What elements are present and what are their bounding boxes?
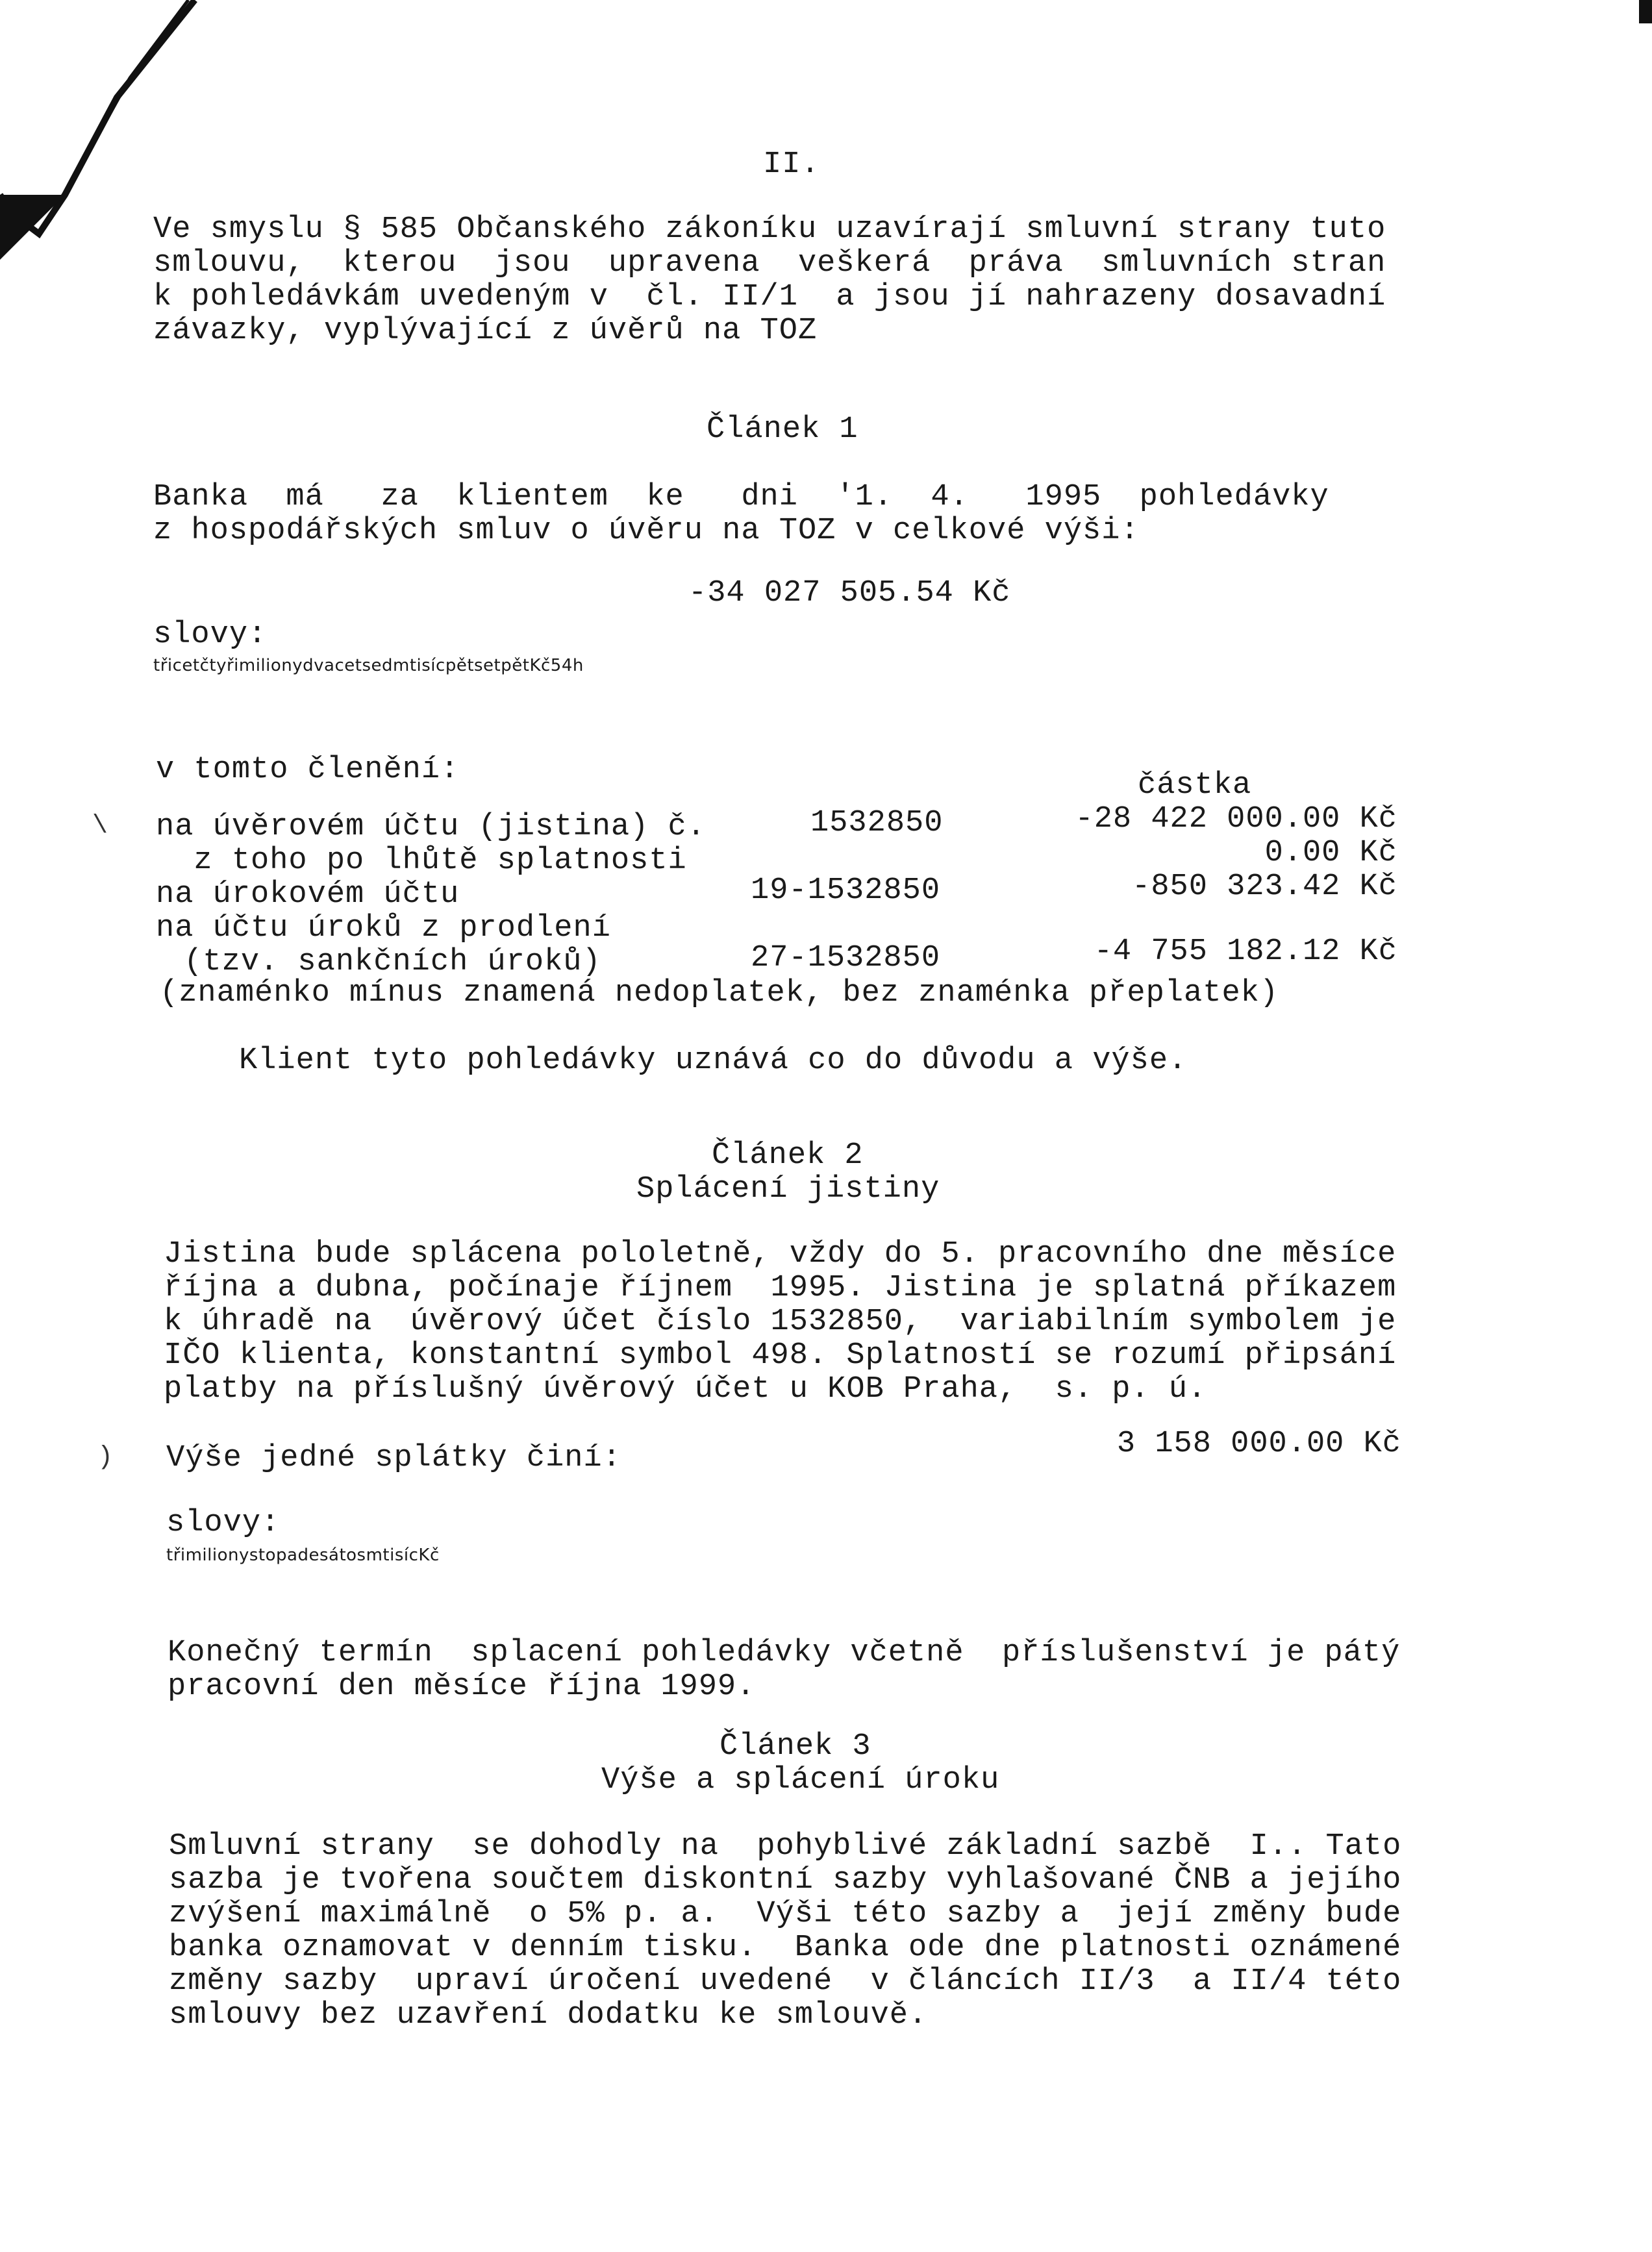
scan-edge-mark [1639,0,1652,23]
row-amount: 0.00 Kč [1264,836,1397,870]
total-amount: -34 027 505.54 Kč [688,576,1011,610]
text-line: k pohledávkám uvedeným v čl. II/1 a jsou jí nahrazeny dosavadní [153,280,1386,314]
text-line: IČO klienta, konstantní symbol 498. Splatností se rozumí připsání [164,1338,1397,1373]
article-3-subtitle: Výše a splácení úroku [601,1763,1000,1797]
amount-in-words: třicetčtyřimilionydvacetsedmtisícpětsetpětKč54h [153,656,584,675]
text-line: pracovní den měsíce října 1999. [168,1670,756,1704]
amount-in-words: třimilionystopadesátosmtisícKč [166,1545,440,1565]
installment-amount: 3 158 000.00 Kč [1116,1427,1401,1461]
text-line: října a dubna, počínaje říjnem 1995. Jistina je splatná příkazem [164,1271,1397,1305]
row-amount: -4 755 182.12 Kč [1094,934,1397,969]
text-line: smlouvu, kterou jsou upravena veškerá práva smluvních stran [153,246,1386,281]
row-label: na úrokovém účtu [156,877,460,912]
text-line: Konečný termín splacení pohledávky včetně příslušenství je pátý [168,1636,1401,1670]
amount-column-header: částka [1138,768,1252,803]
margin-mark: ) [97,1443,114,1472]
text-line: Smluvní strany se dohodly na pohyblivé základní sazbě I.. Tato [169,1829,1402,1864]
text-line: banka oznamovat v denním tisku. Banka ode dne platnosti oznámené [169,1931,1402,1965]
text-line: závazky, vyplývající z úvěrů na TOZ [153,314,818,348]
words-label: slovy: [166,1506,281,1540]
text-line: k úhradě na úvěrový účet číslo 1532850, variabilním symbolem je [164,1305,1397,1339]
article-2-subtitle: Splácení jistiny [636,1172,940,1207]
margin-mark: \ [92,812,108,841]
row-account: 27-1532850 [751,941,941,975]
row-label: na účtu úroků z prodlení [156,911,611,945]
article-3-title: Článek 3 [720,1729,871,1764]
text-line: sazba je tvořena součtem diskontní sazby vyhlašované ČNB a jejího [169,1863,1402,1897]
article-1-title: Článek 1 [707,412,858,447]
row-label: z toho po lhůtě splatnosti [156,844,687,878]
text-line: z hospodářských smluv o úvěru na TOZ v celkové výši: [153,514,1140,548]
text-line: změny sazby upraví úročení uvedené v článcích II/3 a II/4 této [169,1964,1402,1999]
text-line: zvýšení maximálně o 5% p. a. Výši této sazby a její změny bude [169,1897,1402,1931]
row-label: na úvěrovém účtu (jistina) č. [156,810,706,844]
text-line: smlouvy bez uzavření dodatku ke smlouvě. [169,1998,928,2033]
text-line: Jistina bude splácena pololetně, vždy do 5. pracovního dne měsíce [164,1237,1397,1271]
breakdown-label: v tomto členění: [156,753,460,787]
row-amount: -28 422 000.00 Kč [1075,802,1397,836]
page-heading: II. [763,147,820,182]
words-label: slovy: [153,618,268,652]
article-2-title: Článek 2 [712,1138,864,1173]
row-account: 1532850 [810,806,944,840]
sign-note: (znaménko mínus znamená nedoplatek, bez znaménka přeplatek) [160,976,1279,1010]
text-line: platby na příslušný úvěrový účet u KOB Praha, s. p. ú. [164,1372,1207,1407]
installment-label: Výše jedné splátky činí: [166,1441,621,1475]
acknowledgement: Klient tyto pohledávky uznává co do důvodu a výše. [239,1044,1188,1078]
row-account: 19-1532850 [751,873,941,908]
row-label: (tzv. sankčních úroků) [165,945,601,979]
row-amount: -850 323.42 Kč [1132,870,1397,904]
text-line: Ve smyslu § 585 Občanského zákoníku uzavírají smluvní strany tuto [153,212,1386,247]
text-line: Banka má za klientem ke dni '1. 4. 1995 pohledávky [153,480,1329,514]
